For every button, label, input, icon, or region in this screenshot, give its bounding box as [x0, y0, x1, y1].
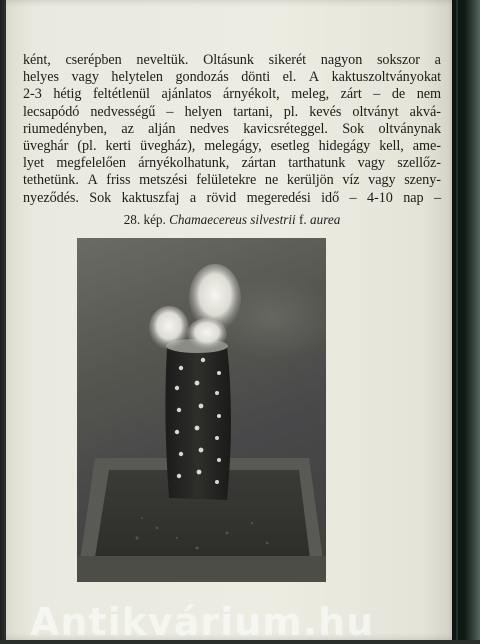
pot-base — [77, 556, 326, 582]
word: de — [391, 86, 406, 103]
word: neveltük. — [136, 52, 189, 68]
word: szeny- — [404, 172, 441, 189]
word: zárt — [340, 86, 362, 103]
word: kavicsréteggel. — [243, 120, 328, 137]
word: cserépben — [65, 52, 122, 68]
word: nap — [403, 189, 424, 206]
word: hidegágy — [318, 137, 371, 154]
word: tartani, — [233, 103, 273, 120]
word: – — [433, 189, 441, 206]
word: a — [434, 52, 441, 68]
book-page — [6, 0, 458, 640]
word: a — [189, 189, 197, 206]
species-name: Chamaecereus silvestrii — [169, 212, 296, 227]
word: 2-3 — [23, 86, 42, 103]
text-line — [23, 52, 441, 69]
word: szellőz- — [397, 155, 441, 172]
word: alján — [148, 120, 176, 137]
word: (pl. — [77, 137, 97, 154]
cactus-photo — [77, 238, 326, 582]
word: sokszor — [376, 52, 420, 68]
text-line — [23, 104, 441, 121]
word: melegágy, — [204, 137, 262, 154]
word: pl. — [283, 103, 299, 120]
word: metszési — [139, 172, 188, 189]
word: vagy — [368, 172, 396, 189]
word: helytelen — [111, 69, 163, 86]
word: kerti — [105, 137, 132, 154]
text-line — [23, 86, 441, 103]
word: vagy — [71, 69, 99, 86]
word: felületekre — [196, 172, 257, 189]
word: kaktuszfaj — [121, 189, 180, 206]
word: árnyékolhatunk, — [138, 155, 230, 172]
text-line — [23, 138, 441, 155]
word: az — [121, 120, 134, 137]
word: oltványt — [352, 103, 399, 120]
figure-caption — [6, 212, 458, 228]
word: üveghár — [23, 137, 69, 154]
word: ne — [264, 172, 279, 189]
word: nedvességű — [90, 103, 156, 120]
word: ame- — [412, 137, 441, 154]
word: helyes — [23, 69, 59, 86]
body-text — [23, 52, 441, 207]
word: Sok — [342, 120, 365, 137]
form-abbreviation: f. — [299, 212, 307, 227]
word: idő — [321, 189, 340, 206]
word: tarthatunk — [288, 155, 346, 172]
word: hétig — [53, 86, 82, 103]
word: – — [373, 86, 381, 103]
figure-number: 28. kép. — [123, 212, 166, 227]
word: nem — [416, 86, 441, 103]
book-cover-edge — [452, 0, 480, 640]
word: megfelelően — [56, 155, 126, 172]
word: Oltásunk — [203, 52, 254, 68]
word: 4-10 — [366, 189, 393, 206]
text-line — [23, 172, 441, 189]
word: zártan — [241, 155, 276, 172]
word: nagyon — [320, 52, 363, 68]
word: rövid — [206, 189, 237, 206]
cactus-stem — [165, 346, 231, 500]
word: Sok — [89, 189, 112, 206]
word: akvá- — [409, 103, 441, 120]
word: kerüljön — [286, 172, 334, 189]
word: kell, — [379, 137, 404, 154]
word: – — [166, 103, 174, 120]
word: árnyékolt, — [223, 86, 280, 103]
word: megeredési — [246, 189, 311, 206]
word: nedves — [189, 120, 229, 137]
word: riumedényben, — [23, 120, 108, 137]
word: víz — [342, 172, 360, 189]
word: helyen — [184, 103, 223, 120]
word: dönti — [241, 69, 271, 86]
word: ként, — [23, 52, 51, 68]
form-name: aurea — [310, 212, 341, 227]
word: A — [308, 69, 320, 86]
word: kevés — [309, 103, 342, 120]
word: üvegház), — [140, 137, 196, 154]
word: friss — [106, 172, 131, 189]
word: kaktuszoltványokat — [331, 69, 441, 86]
word: – — [349, 189, 357, 206]
word: nyeződés. — [23, 189, 79, 206]
word: oltványnak — [378, 120, 441, 137]
word: feltétlenül — [92, 86, 150, 103]
word: tethetünk. — [23, 172, 79, 189]
word: lecsapódó — [23, 103, 80, 120]
word: vagy — [357, 155, 385, 172]
word: esetleg — [270, 137, 310, 154]
word: A — [87, 172, 98, 189]
white-offset-left — [149, 306, 189, 350]
word: meleg, — [291, 86, 330, 103]
word: ajánlatos — [161, 86, 212, 103]
text-line — [23, 69, 441, 86]
word: el. — [282, 69, 297, 86]
word: gondozás — [175, 69, 229, 86]
word: sikerét — [268, 52, 307, 68]
word: lyet — [23, 155, 45, 172]
text-line — [23, 121, 441, 138]
white-offset-base — [187, 318, 227, 350]
text-line — [23, 190, 441, 207]
watermark-text: Antikvárium.hu — [30, 600, 375, 644]
text-line — [23, 155, 441, 172]
